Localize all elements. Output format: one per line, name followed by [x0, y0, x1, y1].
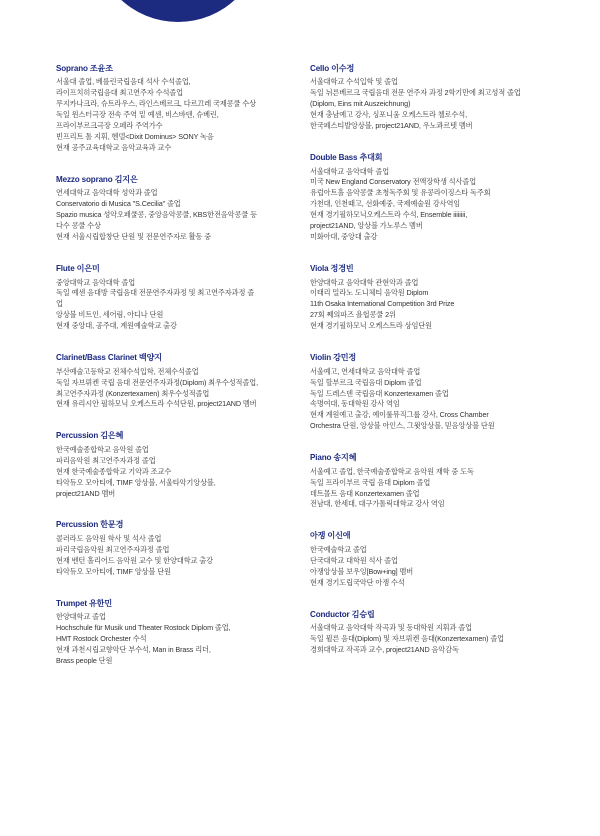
bio-line: 콜러라도 음악원 학사 및 석사 졸업: [56, 533, 162, 543]
performer-name: Piano 송지혜: [310, 453, 357, 463]
bio-line: 11th Osaka International Competition 3rd Prize: [310, 299, 455, 309]
performer-name: Cello 이수정: [310, 64, 355, 73]
bio-line: 독일 프라이부르 국립 음대 Diplom 졸업: [310, 477, 431, 487]
bio-entry: [310, 64, 560, 132]
performer-bio-columns: [0, 64, 600, 688]
bio-line: 중앙대학교 음악대학 졸업: [56, 277, 136, 287]
bio-line: 서울예고, 연세대학교 음악대학 졸업: [310, 366, 421, 376]
bio-line: 앙상블 비트인, 세어림, 아디나 단원: [56, 310, 164, 320]
bio-line: 다수 콩쿨 수상: [56, 221, 101, 231]
bio-entry: [56, 599, 260, 667]
bio-line: 독일 뉘른베르크 국립음대 전문 연주자 과정 2학기만에 최고성적 졸업: [310, 88, 521, 98]
performer-name: Trumpet 유한민: [56, 598, 112, 608]
bio-line: 전남대, 한세대, 대구가톨릭대학교 강사 역임: [310, 499, 445, 509]
bio-line: project21AND, 앙상블 가노루스 멤버: [310, 221, 423, 231]
bio-line: 독일 뮐른 음대(Diplom) 및 자브뤼켄 음대(Konzertexamen) 졸업: [310, 633, 505, 643]
performer-name: Percussion 한문경: [56, 520, 124, 530]
bio-line: 현재 한국예술종합학교 기악과 조교수: [56, 466, 172, 476]
bio-line: 파리국립음악원 최고연주자과정 졸업: [56, 544, 170, 554]
bio-line: 연세대학교 음악대학 성악과 졸업: [56, 188, 158, 198]
performer-name: Clarinet/Bass Clarinet 백양지: [56, 353, 162, 363]
bio-line: 서울대학교 수석입학 및 졸업: [310, 77, 398, 87]
performer-name: Percussion 김은혜: [56, 431, 124, 441]
performer-name: 아쟁 이신애: [310, 531, 351, 541]
left-column: [0, 64, 300, 688]
bio-line: 현재 경기도립국악단 아쟁 수석: [310, 577, 405, 587]
bio-line: 단국대학교 대학원 석사 졸업: [310, 555, 398, 565]
bio-line: 독일 할부르크 국립음대 Diplom 졸업: [310, 377, 422, 387]
bio-line: 무지카나크라, 슈트라우스, 라인스베르크, 다르끄레 국제콩쿨 수상: [56, 99, 256, 109]
bio-line: 27회 쩨의파즈 욜헙콩쿨 2위: [310, 310, 396, 320]
bio-line: 현재 서울시립합창단 단원 및 전문연주자로 활동 중: [56, 232, 212, 242]
bio-line: 한양대학교 음악대학 관현악과 졸업: [310, 277, 419, 287]
bio-line: 한국예술종합학교 음악원 졸업: [56, 444, 149, 454]
bio-line: 타악듀오 모아티에, TIMF 앙상블, 서울타악기앙상블,: [56, 477, 216, 487]
bio-line: 한국예술학교 졸업: [310, 544, 367, 554]
bio-line: 이태리 밀라노 도니체티 음악원 Diplom: [310, 288, 429, 298]
bio-line: 최고연주자과정 (Konzertexamen) 최우수성적졸업: [56, 388, 210, 398]
bio-line: 라이프치히국립음대 최고연주자 수석졸업: [56, 88, 183, 98]
performer-name: Conductor 김승립: [310, 609, 375, 619]
bio-line: 아쟁앙상블 보우잉[Bow+ing] 멤버: [310, 566, 414, 576]
bio-line: 현재 경기필하모닉오케스트라 수석, Ensemble iiiiiiii,: [310, 210, 468, 220]
bio-line: 미화아대, 중앙대 출강: [310, 232, 378, 242]
bio-line: 현재 유리시안 필하모닉 오케스트라 수석단원, project21AND 멤버: [56, 399, 257, 409]
bio-line: 속명여대, 동대학원 강사 역임: [310, 399, 400, 409]
bio-entry: [310, 264, 560, 332]
bio-line: 서울예고 졸업, 한국예술종합학교 음악원 재학 중 도독: [310, 466, 474, 476]
bio-line: 빈프리트 톨 지휘, 헨델<Dixit Dominus> SONY 녹음: [56, 132, 214, 142]
bio-entry: [310, 610, 560, 656]
bio-line: Brass people 단원: [56, 655, 113, 665]
bio-line: 서울대 졸업, 베를린국립음대 석사 수석졸업,: [56, 77, 191, 87]
bio-line: 파리음악원 최고연주자과정 졸업: [56, 455, 156, 465]
bio-entry: [56, 353, 260, 410]
bio-line: 현재 공주교육대학교 음악교육과 교수: [56, 143, 172, 153]
bio-line: Spazio musica 성악오페쿨콩, 중앙음악콩쿨, KBS한전음악콩쿨 등: [56, 210, 257, 220]
bio-line: 유럽아트홀 음악콩쿨 초청독주회 및 유콩라이징스타 독주회: [310, 188, 491, 198]
bio-line: 현재 경기필하모닉 오케스트라 상임단원: [310, 321, 433, 331]
performer-name: Flute 이은미: [56, 264, 100, 274]
bio-line: 현재 벤턴 홀리어드 음악원 교수 및 한양대학교 출강: [56, 555, 213, 565]
bio-line: 미국 New England Conservatory 전액장학생 석사졸업: [310, 177, 477, 187]
bio-entry: [310, 531, 560, 588]
bio-line: 부산예술고등학교 전체수석입학, 전체수석졸업: [56, 366, 199, 376]
bio-line: 가천대, 인천때고, 선화예중, 국제예술원 강사역임: [310, 199, 461, 209]
bio-line: Hochschule für Musik und Theater Rostock Diplom 졸업,: [56, 623, 231, 633]
bio-line: 경희대학교 작곡과 교수, project21AND 음악감독: [310, 644, 459, 654]
bio-entry: [56, 175, 260, 243]
bio-line: 한양대학교 졸업: [56, 612, 106, 622]
bio-entry: [310, 453, 560, 510]
bio-line: Conservatorio di Musica "S.Cecilia" 졸업: [56, 199, 181, 209]
bio-line: 한국페스티발앙상블, project21AND, 우노콰르텟 멤버: [310, 121, 473, 131]
bio-line: 독일 예센 음대방 국립음대 전문연주자과정 및 최고연주자과정 졸업: [56, 288, 255, 309]
performer-name: Violin 강민정: [310, 353, 357, 363]
bio-line: project21AND 멤버: [56, 488, 116, 498]
bio-entry: [56, 264, 260, 332]
bio-line: 독일 드레스덴 국립음대 Konzertexamen 졸업: [310, 388, 449, 398]
bio-entry: [56, 520, 260, 577]
decorative-shape: [94, 0, 262, 22]
bio-line: 현재 중앙대, 공주대, 계원예술학교 출강: [56, 321, 177, 331]
bio-line: 현재 과천시립교향악단 부수석, Man in Brass 리더,: [56, 644, 211, 654]
bio-line: 타악듀오 모아티에, TIMF 앙상블 단원: [56, 566, 171, 576]
performer-name: Soprano 조윤조: [56, 64, 113, 73]
performer-name: Mezzo soprano 김지은: [56, 174, 138, 184]
bio-line: 독일 자브뤼켄 국립 음대 전문연주자과정(Diplom) 최우수성적졸업,: [56, 377, 258, 387]
bio-line: 서울대학교 음악대학 작곡과 및 동대학원 지휘과 졸업: [310, 623, 472, 633]
performer-name: Double Bass 추대회: [310, 153, 383, 163]
bio-line: 독일 윈스터극장 전속 주역 밑 예센, 비스바덴, 슈베린,: [56, 110, 219, 120]
performer-name: Viola 정경빈: [310, 264, 354, 274]
bio-entry: [56, 431, 260, 499]
bio-line: 현재 충남예고 강사, 싱포니움 오케스트라 첼로수석,: [310, 110, 467, 120]
bio-entry: [56, 64, 260, 154]
bio-line: 데트몰트 음대 Konzertexamen 졸업: [310, 488, 420, 498]
bio-line: 현재 계원예고 출강, 예이룰뮤직그룹 강사, Cross Chamber: [310, 410, 489, 420]
bio-line: Orchestra 단원, 앙상블 아인스, 그윗앙상블, 믿음앙상블 단원: [310, 421, 495, 431]
bio-entry: [310, 353, 560, 432]
bio-entry: [310, 153, 560, 243]
bio-line: (Diplom, Eins mit Auszeichnung): [310, 99, 411, 109]
right-column: [300, 64, 600, 688]
bio-line: 서울대학교 음악대학 졸업: [310, 166, 390, 176]
bio-line: HMT Rostock Orchester 수석: [56, 633, 147, 643]
bio-line: 프라이부르크극장 오페라 주역가수: [56, 121, 163, 131]
